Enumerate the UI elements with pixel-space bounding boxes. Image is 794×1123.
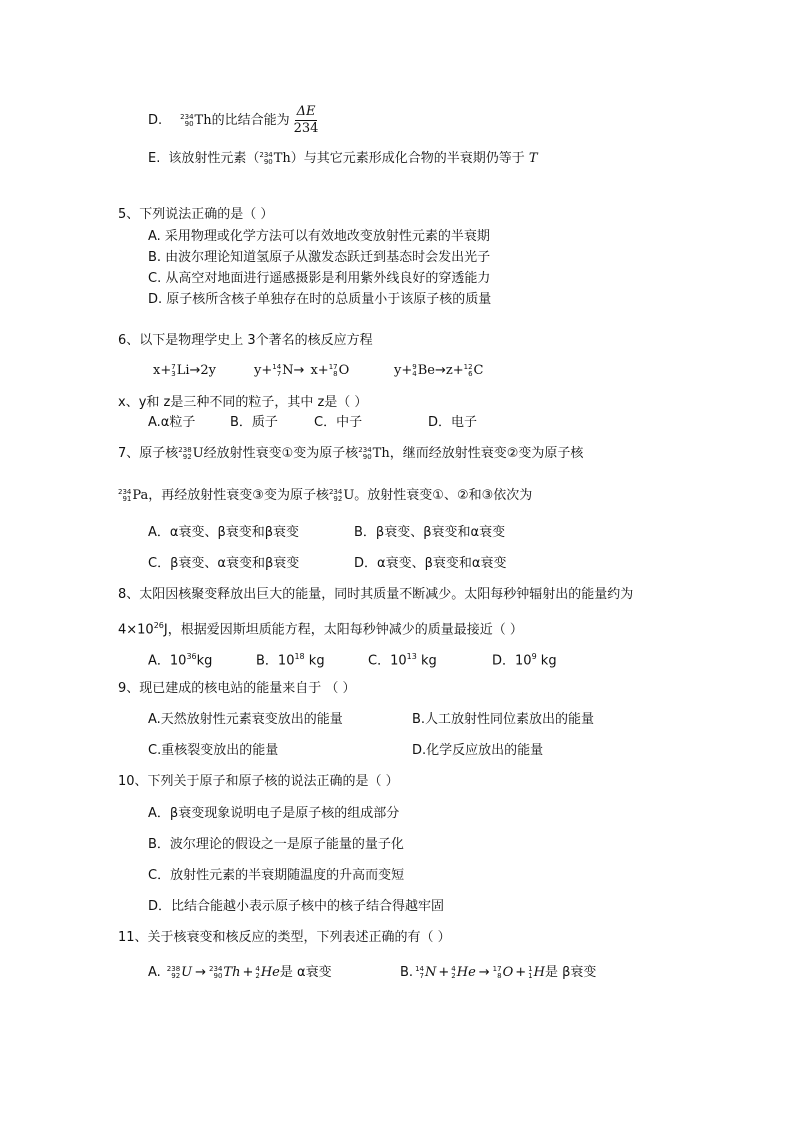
q5-option-d: D. 原子核所含核子单独存在时的总质量小于该原子核的质量 (148, 292, 492, 307)
q9-option-b: B.人工放射性同位素放出的能量 (412, 712, 595, 727)
nuclide-symbol: Th (194, 113, 212, 128)
q11-option-b: B. 14 7 N + 4 2 He → 17 8 O + 1 1 H是 β衰变 (400, 964, 597, 980)
q5-stem: 5、下列说法正确的是（ ） (118, 207, 274, 222)
nuclide: 234 90 (259, 150, 273, 166)
q7-option-a: A．α衰变、β衰变和β衰变 (148, 525, 300, 540)
q7-option-d: D．α衰变、β衰变和α衰变 (354, 556, 507, 571)
q4-d-prefix: D. (148, 113, 163, 128)
nuclide: 234 92 (328, 487, 343, 503)
q7-option-b: B．β衰变、β衰变和α衰变 (354, 525, 506, 540)
nuclide: 17 8 (328, 362, 338, 378)
nuclide: 12 6 (463, 362, 473, 378)
nuclide: 14 7 (415, 964, 424, 980)
nuclide: 4 2 (451, 964, 456, 980)
q8-option-a: A．$10^{36}kg$ (148, 652, 213, 669)
q6-option-d: D．电子 (428, 415, 478, 430)
nuclide: 234 90 (180, 112, 194, 128)
q10-option-a: A．β衰变现象说明电子是原子核的组成部分 (148, 806, 400, 821)
q5-option-b: B. 由波尔理论知道氢原子从激发态跃迁到基态时会发出光子 (148, 250, 491, 265)
q7-line-2: 234 91 Pa，再经放射性衰变③变为原子核 234 92 U。放射性衰变①、②和③依次为 (118, 487, 533, 503)
q6-equation-3: y+ 9 4 Be→z+ 12 6 C (394, 362, 484, 378)
q9-option-d: D.化学反应放出的能量 (412, 743, 544, 758)
nuclide: 4 2 (255, 964, 260, 980)
q8-line-2: $4\times 10^{26}J$，根据爱因斯坦质能方程，太阳每秒钟减少的质量最接近（ ） (118, 621, 523, 638)
q4-option-e: E. 该放射性元素（ 234 90 Th）与其它元素形成化合物的半衰期仍等于 T (148, 150, 538, 166)
q6-question-line: x、y和 z是三种不同的粒子，其中 z是（ ） (118, 395, 368, 410)
q5-option-a: A. 采用物理或化学方法可以有效地改变放射性元素的半衰期 (148, 229, 490, 244)
q4-d-text: 的比结合能为 (211, 113, 290, 128)
q8-option-b: B．$10^{18}$ kg (256, 652, 325, 669)
q10-option-b: B．波尔理论的假设之一是原子能量的量子化 (148, 837, 404, 852)
nuclide: 9 4 (412, 362, 417, 378)
q9-stem: 9、现已建成的核电站的能量来自于 （ ） (118, 681, 356, 696)
nuclide: 234 90 (358, 445, 372, 461)
nuclide: 238 92 (178, 445, 192, 461)
q6-option-a: A.α粒子 (148, 415, 196, 430)
q8-line-1: 8、太阳因核聚变释放出巨大的能量，同时其质量不断减少。太阳每秒钟辐射出的能量约为 (118, 587, 634, 602)
q6-stem: 6、以下是物理学史上 3个著名的核反应方程 (118, 333, 373, 348)
nuclide: 234 91 (118, 487, 132, 503)
q8-option-c: C．$10^{13}$ kg (368, 652, 437, 669)
q9-option-c: C.重核裂变放出的能量 (148, 743, 279, 758)
q10-option-c: C．放射性元素的半衰期随温度的升高而变短 (148, 868, 405, 883)
q10-option-d: D．比结合能越小表示原子核中的核子结合得越牢固 (148, 899, 445, 914)
q10-stem: 10、下列关于原子和原子核的说法正确的是（ ） (118, 774, 399, 789)
nuclide: 234 90 (209, 964, 223, 980)
nuclide: 7 3 (171, 362, 176, 378)
q7-option-c: C．β衰变、α衰变和β衰变 (148, 556, 300, 571)
nuclide: 14 7 (272, 362, 282, 378)
fraction: $\frac{\Delta E}{234}$ (293, 104, 319, 136)
nuclide: 1 1 (528, 964, 533, 980)
q7-line-1: 7、原子核 238 92 U经放射性衰变①变为原子核 234 90 Th，继而经放射性衰变②变为原子核 (118, 445, 584, 461)
nuclide: 17 8 (492, 964, 502, 980)
q6-option-b: B．质子 (230, 415, 278, 430)
q9-option-a: A.天然放射性元素衰变放出的能量 (148, 712, 343, 727)
q5-option-c: C. 从高空对地面进行遥感摄影是利用紫外线良好的穿透能力 (148, 271, 491, 286)
q6-equation-2: y+ 14 7 N→ x+ 17 8 O (254, 362, 350, 378)
q8-option-d: D．$10^9$ kg (492, 652, 557, 669)
nuclide: 238 92 (166, 964, 181, 980)
q11-stem: 11、关于核衰变和核反应的类型，下列表述正确的有（ ） (118, 930, 451, 945)
q11-option-a: A. 238 92 U → 234 90 Th + 4 2 He是 α衰变 (148, 964, 332, 980)
half-life-variable: T (528, 151, 538, 166)
q6-option-c: C．中子 (314, 415, 363, 430)
q4-option-d (148, 104, 318, 137)
q6-equation-1: x+ 7 3 Li→2y (153, 362, 217, 378)
